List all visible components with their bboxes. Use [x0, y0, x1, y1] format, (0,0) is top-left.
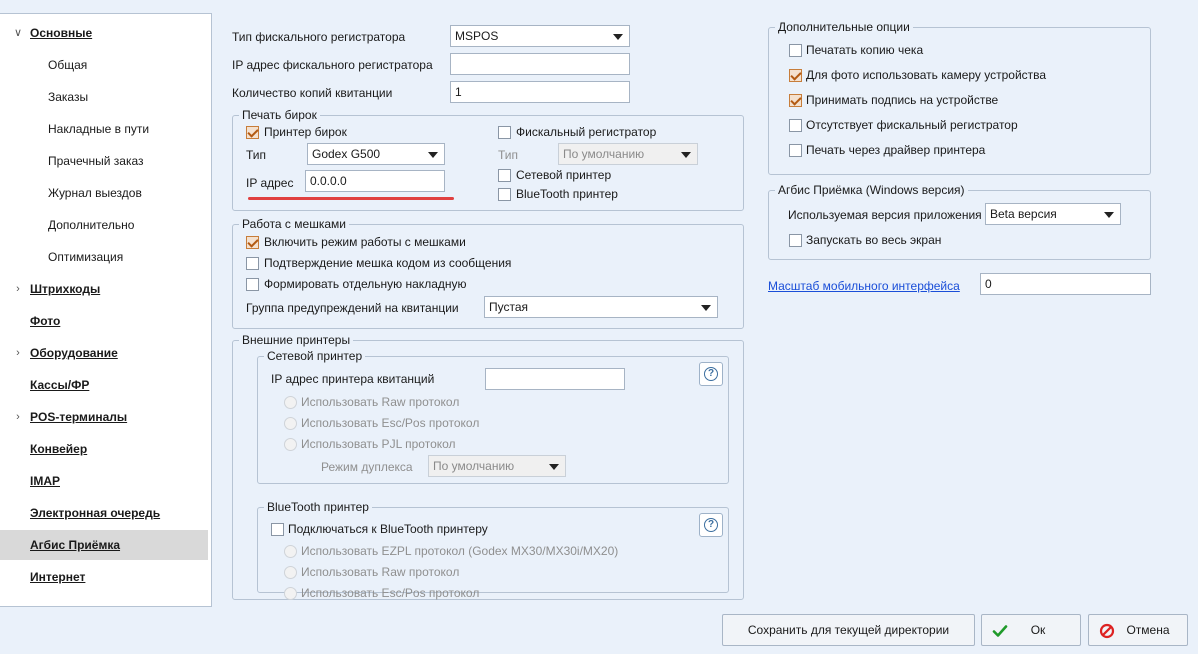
fiscal-ip-label: IP адрес фискального регистратора — [232, 58, 433, 72]
sidebar-item-10[interactable] — [0, 338, 208, 368]
raw-protocol-label: Использовать Raw протокол — [301, 395, 460, 409]
fiscal-ip-input[interactable] — [450, 53, 630, 75]
chevron-down-icon — [549, 464, 559, 470]
sidebar-item-label: Электронная очередь — [30, 506, 161, 520]
bt-raw-protocol-radio[interactable] — [284, 566, 297, 579]
agbis-windows-group — [768, 183, 1151, 260]
external-printers-group-title: Внешние принтеры — [239, 333, 353, 347]
duplex-value: По умолчанию — [433, 459, 515, 473]
pjl-protocol-label: Использовать PJL протокол — [301, 437, 456, 451]
settings-panel — [212, 13, 1198, 607]
chevron-down-icon — [1104, 212, 1114, 218]
fiscal-registrar-checkbox[interactable] — [498, 126, 511, 139]
extra-options-group — [768, 20, 1151, 175]
sidebar-item-8[interactable] — [0, 274, 208, 304]
bluetooth-printer-label: BlueTooth принтер — [516, 187, 618, 201]
extra-option-label: Печать через драйвер принтера — [806, 143, 986, 157]
sidebar-item-5[interactable] — [0, 178, 208, 208]
bt-raw-protocol-label: Использовать Raw протокол — [301, 565, 460, 579]
tag-type-select[interactable] — [307, 143, 445, 165]
mobile-scale-link[interactable]: Масштаб мобильного интерфейса — [768, 279, 960, 293]
sidebar-item-15[interactable] — [0, 498, 208, 528]
sidebar-item-label: Агбис Приёмка — [30, 538, 121, 552]
cancel-button[interactable] — [1088, 614, 1188, 646]
sidebar-item-label: Основные — [30, 26, 93, 40]
tag-type-value: Godex G500 — [312, 147, 381, 161]
extra-option-checkbox[interactable] — [789, 119, 802, 132]
sidebar-item-label: Общая — [48, 58, 88, 72]
chevron-down-icon — [701, 305, 711, 311]
duplex-label: Режим дуплекса — [321, 460, 413, 474]
sidebar-item-4[interactable] — [0, 146, 208, 176]
separate-invoice-checkbox[interactable] — [246, 278, 259, 291]
tag-printer-label: Принтер бирок — [264, 125, 347, 139]
warn-group-label: Группа предупреждений на квитанции — [246, 301, 459, 315]
fiscal-registrar-label: Фискальный регистратор — [516, 125, 657, 139]
tag-print-group — [232, 108, 744, 211]
cancel-label: Отмена — [1126, 623, 1170, 637]
network-printer-group-title: Сетевой принтер — [264, 349, 365, 363]
bluetooth-help-button[interactable] — [699, 513, 723, 537]
external-printers-group — [232, 333, 744, 600]
bluetooth-connect-label: Подключаться к BlueTooth принтеру — [288, 522, 488, 536]
mobile-scale-input[interactable]: 0 — [980, 273, 1151, 295]
sidebar-item-14[interactable] — [0, 466, 208, 496]
extra-option-checkbox[interactable] — [789, 94, 802, 107]
sidebar-item-label: Интернет — [30, 570, 86, 584]
tag-print-group-title: Печать бирок — [239, 108, 320, 122]
chevron-down-icon — [613, 34, 623, 40]
bags-group — [232, 217, 744, 329]
warn-group-select[interactable] — [484, 296, 718, 318]
fiscal-type-select[interactable] — [450, 25, 630, 47]
extra-option-checkbox[interactable] — [789, 144, 802, 157]
bluetooth-printer-group-title: BlueTooth принтер — [264, 500, 372, 514]
fullscreen-label: Запускать во весь экран — [806, 233, 942, 247]
sidebar-item-label: Оборудование — [30, 346, 118, 360]
network-printer-checkbox[interactable] — [498, 169, 511, 182]
extra-option-checkbox[interactable] — [789, 44, 802, 57]
receipt-copies-input[interactable]: 1 — [450, 81, 630, 103]
warn-group-value: Пустая — [489, 300, 529, 314]
bluetooth-connect-checkbox[interactable] — [271, 523, 284, 536]
sidebar-item-2[interactable] — [0, 82, 208, 112]
sidebar-item-1[interactable] — [0, 50, 208, 80]
fiscal-type-value: MSPOS — [455, 29, 499, 43]
ok-button[interactable] — [981, 614, 1081, 646]
bag-confirm-checkbox[interactable] — [246, 257, 259, 270]
fiscal-printer-type-value: По умолчанию — [563, 147, 645, 161]
sidebar-item-label: Кассы/ФР — [30, 378, 90, 392]
bags-group-title: Работа с мешками — [239, 217, 349, 231]
tag-ip-input[interactable]: 0.0.0.0 — [305, 170, 445, 192]
sidebar-item-label: Фото — [30, 314, 61, 328]
ok-label: Ок — [1030, 623, 1046, 637]
fullscreen-checkbox[interactable] — [789, 234, 802, 247]
chevron-down-icon[interactable]: ∨ — [13, 27, 23, 39]
sidebar-item-label: Накладные в пути — [48, 122, 150, 136]
chevron-right-icon[interactable]: › — [16, 283, 20, 295]
app-version-label: Используемая версия приложения — [788, 208, 982, 222]
ezpl-protocol-label: Использовать EZPL протокол (Godex MX30/MX30i/MX20) — [301, 544, 619, 558]
bag-confirm-label: Подтверждение мешка кодом из сообщения — [264, 256, 512, 270]
chevron-right-icon[interactable]: › — [16, 347, 20, 359]
network-printer-label: Сетевой принтер — [516, 168, 612, 182]
checkmark-icon — [992, 623, 1008, 639]
cancel-icon — [1099, 623, 1115, 639]
highlight-underline — [248, 197, 454, 200]
chevron-down-icon — [681, 152, 691, 158]
bt-escpos-protocol-radio[interactable] — [284, 587, 297, 600]
sidebar-item-label: Оптимизация — [48, 250, 124, 264]
chevron-right-icon[interactable]: › — [16, 411, 20, 423]
sidebar-item-16[interactable] — [0, 530, 208, 560]
sidebar-item-7[interactable] — [0, 242, 208, 272]
sidebar-item-label: Журнал выездов — [48, 186, 142, 200]
fiscal-type-label: Тип фискального регистратора — [232, 30, 406, 44]
sidebar-item-label: Прачечный заказ — [48, 154, 144, 168]
dialog-button-bar — [0, 607, 1198, 654]
app-version-value: Beta версия — [990, 207, 1057, 221]
sidebar-item-label: Штрихкоды — [30, 282, 101, 296]
bt-escpos-protocol-label: Использовать Esc/Pos протокол — [301, 586, 480, 600]
network-printer-group — [257, 349, 729, 484]
receipt-printer-ip-label: IP адрес принтера квитанций — [271, 372, 435, 386]
help-icon: ? — [704, 367, 718, 381]
sidebar-item-0[interactable] — [0, 18, 208, 48]
extra-option-label: Для фото использовать камеру устройства — [806, 68, 1047, 82]
bluetooth-printer-group — [257, 500, 729, 600]
network-help-button[interactable] — [699, 362, 723, 386]
sidebar-item-6[interactable] — [0, 210, 208, 240]
fiscal-printer-type-label: Тип — [498, 148, 519, 162]
sidebar-item-3[interactable] — [0, 114, 208, 144]
sidebar-item-17[interactable] — [0, 562, 208, 592]
save-for-directory-button[interactable] — [722, 614, 975, 646]
settings-sidebar — [0, 13, 212, 607]
ezpl-protocol-radio[interactable] — [284, 545, 297, 558]
bags-mode-checkbox[interactable] — [246, 236, 259, 249]
bluetooth-printer-checkbox[interactable] — [498, 188, 511, 201]
extra-option-label: Принимать подпись на устройстве — [806, 93, 999, 107]
tag-ip-label: IP адрес — [246, 176, 294, 190]
sidebar-item-label: Дополнительно — [48, 218, 135, 232]
extra-option-label: Отсутствует фискальный регистратор — [806, 118, 1018, 132]
extra-option-label: Печатать копию чека — [806, 43, 924, 57]
duplex-select[interactable] — [428, 455, 566, 477]
help-icon: ? — [704, 518, 718, 532]
sidebar-item-13[interactable] — [0, 434, 208, 464]
sidebar-item-11[interactable] — [0, 370, 208, 400]
app-version-select[interactable] — [985, 203, 1121, 225]
fiscal-printer-type-select[interactable] — [558, 143, 698, 165]
chevron-down-icon — [428, 152, 438, 158]
bags-mode-label: Включить режим работы с мешками — [264, 235, 466, 249]
sidebar-item-label: IMAP — [30, 474, 60, 488]
sidebar-item-label: Заказы — [48, 90, 89, 104]
sidebar-item-label: POS-терминалы — [30, 410, 128, 424]
agbis-windows-group-title: Агбис Приёмка (Windows версия) — [775, 183, 968, 197]
pjl-protocol-radio[interactable] — [284, 438, 297, 451]
tag-type-label: Тип — [246, 148, 267, 162]
sidebar-item-9[interactable] — [0, 306, 208, 336]
tag-printer-checkbox[interactable] — [246, 126, 259, 139]
extra-options-group-title: Дополнительные опции — [775, 20, 913, 34]
extra-option-checkbox[interactable] — [789, 69, 802, 82]
receipt-copies-label: Количество копий квитанции — [232, 86, 393, 100]
raw-protocol-radio[interactable] — [284, 396, 297, 409]
separate-invoice-label: Формировать отдельную накладную — [264, 277, 467, 291]
escpos-protocol-radio[interactable] — [284, 417, 297, 430]
sidebar-item-12[interactable] — [0, 402, 208, 432]
save-for-directory-label: Сохранить для текущей директории — [747, 623, 950, 637]
escpos-protocol-label: Использовать Esc/Pos протокол — [301, 416, 480, 430]
sidebar-item-label: Конвейер — [30, 442, 88, 456]
receipt-printer-ip-input[interactable] — [485, 368, 625, 390]
